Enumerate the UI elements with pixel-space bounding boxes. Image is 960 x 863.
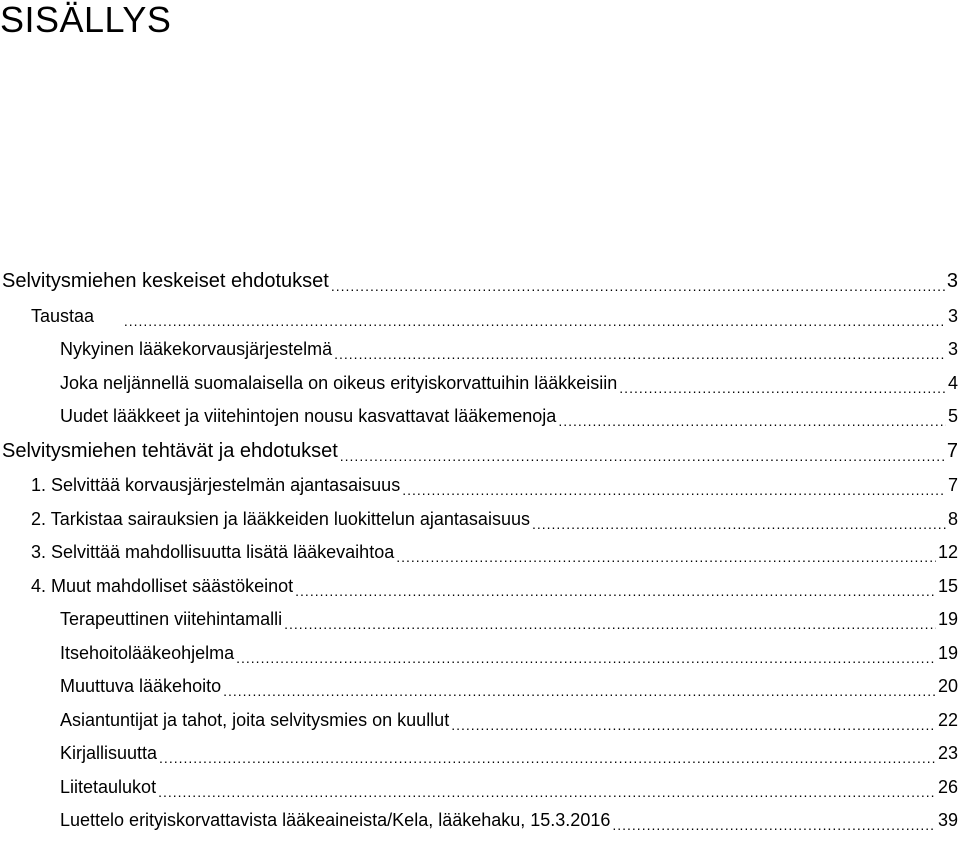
- toc-page-number: 7: [947, 475, 958, 496]
- toc-leader-dots: [331, 274, 945, 297]
- toc-page-number: 3: [947, 305, 958, 326]
- toc-entry-label: Itsehoitolääkeohjelma: [60, 642, 235, 663]
- toc-leader-dots: [451, 714, 936, 735]
- toc-entry[interactable]: [0, 771, 960, 805]
- toc-page-number: 3: [947, 339, 958, 360]
- toc-entry-label: Liitetaulukot: [60, 776, 157, 797]
- toc-entry-label: Muuttuva lääkehoito: [60, 676, 222, 697]
- toc-page-number: 12: [937, 542, 958, 563]
- toc-page-number: 19: [937, 642, 958, 663]
- toc-entry[interactable]: [0, 434, 960, 470]
- toc-leader-dots: [334, 343, 946, 364]
- toc-page-number: 7: [946, 439, 958, 462]
- toc-entry-label: 1. Selvittää korvausjärjestelmän ajantasaisuus: [31, 475, 401, 496]
- toc-leader-dots: [340, 444, 945, 467]
- toc-entry[interactable]: [0, 704, 960, 738]
- toc-entry[interactable]: [0, 469, 960, 503]
- toc-leader-dots: [236, 647, 936, 668]
- toc-entry-label: Selvitysmiehen keskeiset ehdotukset: [2, 270, 329, 293]
- toc-leader-dots: [558, 410, 946, 431]
- toc-entry[interactable]: [0, 637, 960, 671]
- toc-entry-label: Nykyinen lääkekorvausjärjestelmä: [60, 339, 333, 360]
- table-of-contents: [0, 264, 960, 838]
- toc-page-number: 5: [947, 406, 958, 427]
- toc-entry[interactable]: [0, 603, 960, 637]
- toc-entry[interactable]: [0, 264, 960, 300]
- toc-entry-label: Joka neljännellä suomalaisella on oikeus erityiskorvattuihin lääkkeisiin: [60, 372, 618, 393]
- toc-entry-label: Taustaa: [31, 305, 95, 326]
- toc-page-number: 22: [937, 709, 958, 730]
- toc-entry[interactable]: [0, 536, 960, 570]
- toc-entry-label: Uudet lääkkeet ja viitehintojen nousu kasvattavat lääkemenoja: [60, 406, 557, 427]
- toc-entry[interactable]: [0, 670, 960, 704]
- toc-entry-label: Kirjallisuutta: [60, 743, 158, 764]
- toc-page-number: 23: [937, 743, 958, 764]
- toc-leader-dots: [159, 747, 936, 768]
- toc-leader-dots: [619, 377, 946, 398]
- toc-page-number: 4: [947, 372, 958, 393]
- toc-page-number: 15: [937, 575, 958, 596]
- toc-entry[interactable]: [0, 367, 960, 401]
- toc-leader-dots: [158, 781, 936, 802]
- toc-entry-label: Luettelo erityiskorvattavista lääkeaineista/Kela, lääkehaku, 15.3.2016: [60, 810, 611, 831]
- toc-entry[interactable]: [0, 570, 960, 604]
- toc-page-number: 19: [937, 609, 958, 630]
- toc-page-number: 8: [947, 508, 958, 529]
- toc-entry[interactable]: [0, 333, 960, 367]
- toc-entry-label: Terapeuttinen viitehintamalli: [60, 609, 283, 630]
- toc-leader-dots: [532, 513, 946, 534]
- toc-leader-dots: [295, 580, 936, 601]
- toc-entry-label: 4. Muut mahdolliset säästökeinot: [31, 575, 294, 596]
- toc-entry-label: Selvitysmiehen tehtävät ja ehdotukset: [2, 439, 338, 462]
- toc-page-number: 3: [946, 270, 958, 293]
- toc-entry-label: 2. Tarkistaa sairauksien ja lääkkeiden luokittelun ajantasaisuus: [31, 508, 530, 529]
- toc-leader-dots: [402, 479, 946, 500]
- toc-entry[interactable]: [0, 300, 960, 334]
- toc-page-number: 39: [937, 810, 958, 831]
- toc-leader-dots: [612, 814, 936, 835]
- toc-leader-dots: [396, 546, 936, 567]
- page-title: SISÄLLYS: [0, 0, 172, 40]
- toc-page-number: 20: [937, 676, 958, 697]
- toc-leader-dots: [223, 680, 936, 701]
- toc-entry[interactable]: [0, 503, 960, 537]
- toc-entry-label: Asiantuntijat ja tahot, joita selvitysmies on kuullut: [60, 709, 450, 730]
- toc-entry[interactable]: [0, 400, 960, 434]
- toc-entry[interactable]: [0, 737, 960, 771]
- toc-page-number: 26: [937, 776, 958, 797]
- toc-entry-label: 3. Selvittää mahdollisuutta lisätä lääkevaihtoa: [31, 542, 395, 563]
- toc-entry[interactable]: [0, 804, 960, 838]
- toc-leader-dots: [124, 310, 946, 331]
- toc-leader-dots: [284, 613, 936, 634]
